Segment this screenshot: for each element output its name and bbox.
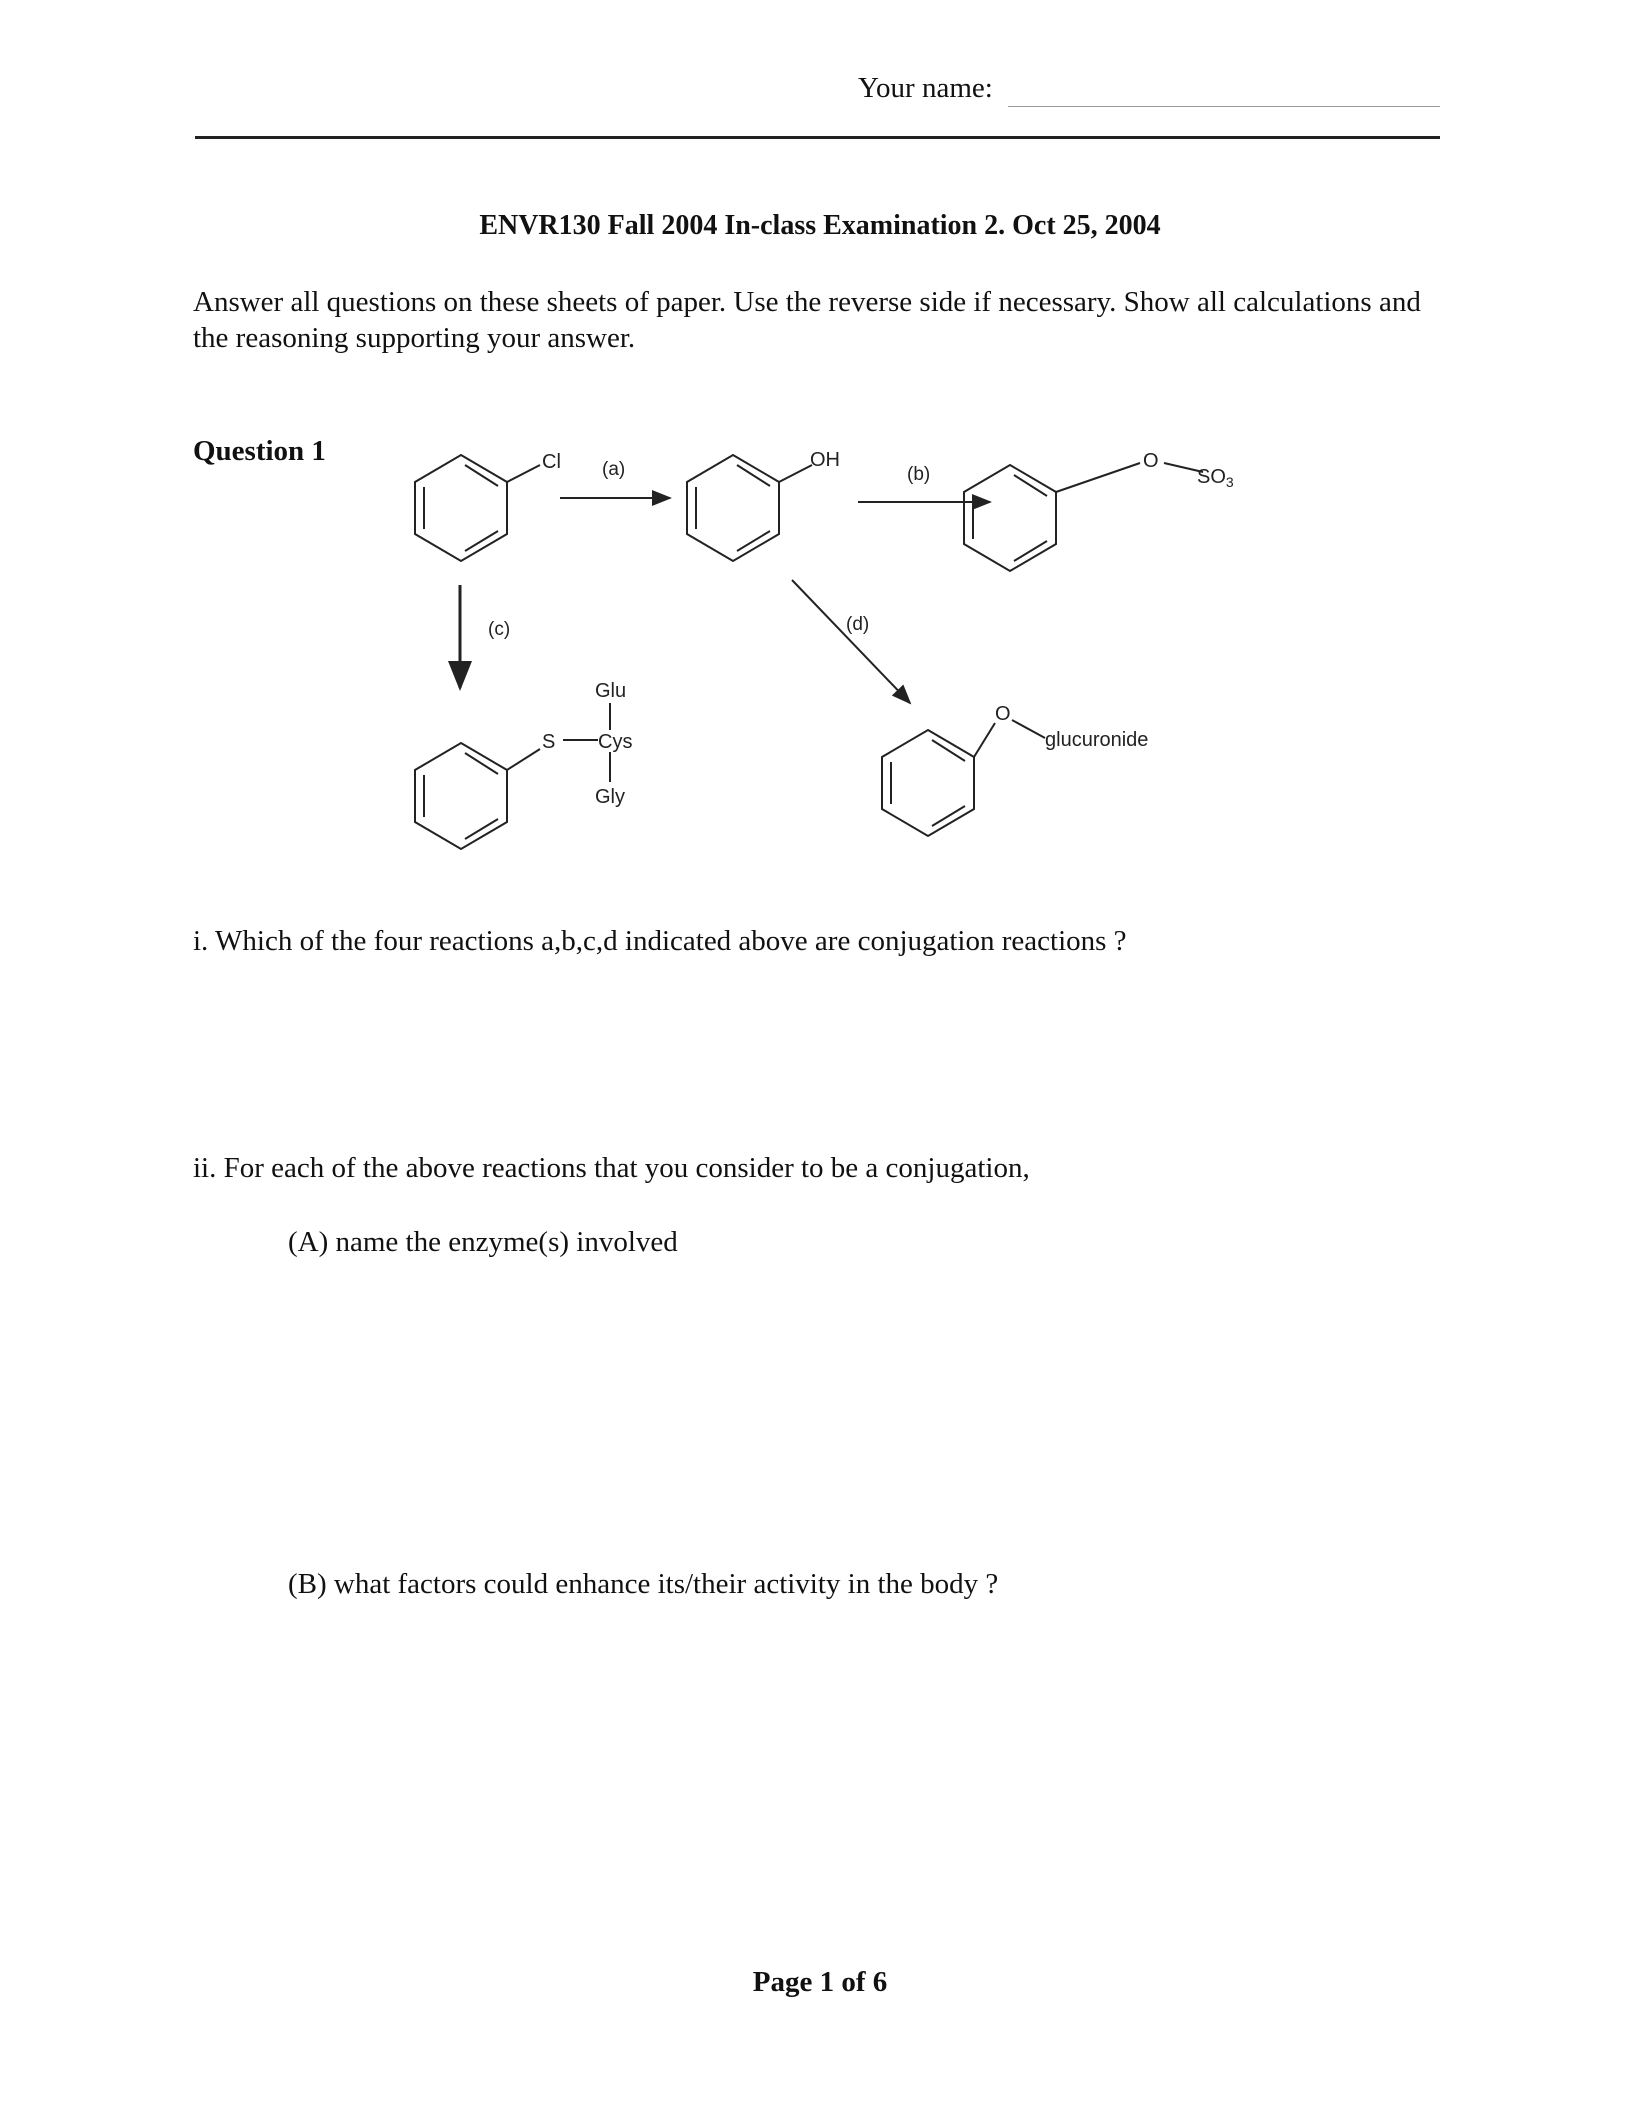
question-part-b: (B) what factors could enhance its/their activity in the body ? [288, 1568, 999, 1600]
reaction-label-b: (b) [907, 464, 931, 485]
reaction-label-c: (c) [488, 619, 511, 640]
arrow-d [792, 580, 910, 703]
name-blank-line [1008, 106, 1440, 107]
sulfate-label: $SO_3$ [1197, 466, 1234, 490]
glu-label: Glu [595, 680, 627, 702]
your-name-label: Your name: [858, 72, 993, 104]
glucuronide-oxygen-label: O [995, 703, 1011, 725]
question-part-a: (A) name the enzyme(s) involved [288, 1226, 678, 1258]
question-1-label: Question 1 [193, 435, 326, 467]
benzene-ring-chlorobenzene [415, 455, 540, 561]
gly-label: Gly [595, 786, 625, 808]
instructions: Answer all questions on these sheets of paper. Use the reverse side if necessary. Show all calculations and the reasoning supporting your answer. [193, 286, 1421, 354]
sulfur-label: S [542, 731, 556, 753]
question-part-ii: ii. For each of the above reactions that you consider to be a conjugation, [193, 1152, 1030, 1184]
sulfate-oxygen-label: O [1143, 450, 1159, 472]
benzene-ring-phenyl-sulfate [964, 463, 1203, 571]
reaction-scheme-diagram [380, 420, 1260, 880]
benzene-ring-phenol [687, 455, 812, 561]
question-part-i: i. Which of the four reactions a,b,c,d indicated above are conjugation reactions ? [193, 925, 1127, 957]
header-rule [195, 136, 1440, 139]
benzene-ring-glucuronide [882, 720, 1045, 836]
reaction-label-d: (d) [846, 614, 870, 635]
page-number: Page 1 of 6 [752, 1966, 888, 1998]
hydroxyl-label: OH [810, 449, 840, 471]
benzene-ring-glutathione-conjugate [415, 703, 610, 849]
reaction-label-a: (a) [602, 459, 626, 480]
exam-title: ENVR130 Fall 2004 In-class Examination 2. Oct 25, 2004 [479, 210, 1161, 241]
cys-label: Cys [598, 731, 633, 753]
glucuronide-label: glucuronide [1045, 729, 1149, 751]
chloro-label: Cl [542, 451, 561, 473]
